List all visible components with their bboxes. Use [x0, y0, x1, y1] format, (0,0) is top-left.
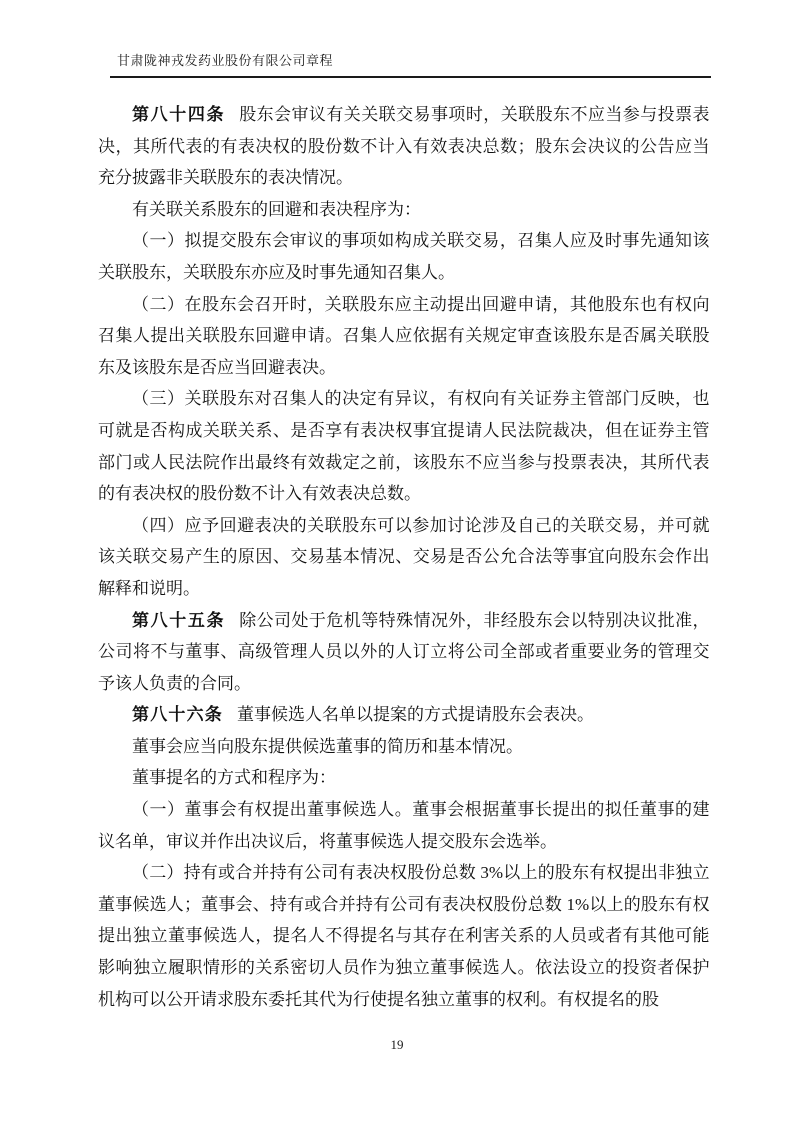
paragraph-text: 股东会审议有关关联交易事项时，关联股东不应当参与投票表决，其所代表的有表决权的股份数不计入有效表决总数；股东会决议的公告应当充分披露非关联股东的表决情况。	[98, 105, 710, 188]
paragraph-text: （四）应予回避表决的关联股东可以参加讨论涉及自己的关联交易，并可就该关联交易产生的原因、交易基本情况、交易是否公允合法等事宜向股东会作出解释和说明。	[98, 515, 710, 598]
document-title: 甘肃陇神戎发药业股份有限公司章程	[117, 53, 334, 68]
paragraph-avoidance-item-4	[98, 510, 710, 605]
paragraph-text: 董事候选人名单以提案的方式提请股东会表决。	[237, 705, 594, 725]
paragraph-board-provide-resume	[98, 731, 710, 763]
page-footer	[0, 1036, 794, 1054]
page-number: 19	[390, 1037, 404, 1052]
paragraph-text: （二）在股东会召开时，关联股东应主动提出回避申请，其他股东也有权向召集人提出关联股东回避申请。召集人应依据有关规定审查该股东是否属关联股东及该股东是否应当回避表决。	[98, 294, 710, 377]
article-number-85: 第八十五条	[132, 610, 226, 630]
article-number-86: 第八十六条	[132, 705, 223, 725]
paragraph-nomination-item-1	[98, 794, 710, 857]
paragraph-avoidance-procedure-intro	[98, 194, 710, 226]
paragraph-text: （一）拟提交股东会审议的事项如构成关联交易，召集人应及时事先通知该关联股东，关联股东亦应及时事先通知召集人。	[98, 231, 710, 282]
paragraph-article-84	[98, 99, 710, 194]
paragraph-text: （三）关联股东对召集人的决定有异议，有权向有关证券主管部门反映，也可就是否构成关联关系、是否享有表决权事宜提请人民法院裁决，但在证券主管部门或人民法院作出最终有效裁定之前，该股东不应当参与投票表决，其所代表的有表决权的股份数不计入有效表决总数。	[98, 389, 710, 504]
paragraph-avoidance-item-1	[98, 225, 710, 288]
paragraph-avoidance-item-2	[98, 289, 710, 384]
paragraph-avoidance-item-3	[98, 383, 710, 509]
paragraph-nomination-item-2	[98, 857, 710, 1015]
paragraph-text: （二）持有或合并持有公司有表决权股份总数 3%以上的股东有权提出非独立董事候选人；董事会、持有或合并持有公司有表决权股份总数 1%以上的股东有权提出独立董事候选人，提名人不得提名与其存在利害关系的人员或者有其他可能影响独立履职情形的关系密切人员作为独立董事候选人。依法设立的投资者保护机构可以公开请求股东委托其代为行使提名独立董事的权利。有权提名的股	[98, 863, 710, 1009]
paragraph-nomination-procedure-intro	[98, 762, 710, 794]
page-header	[110, 50, 711, 78]
paragraph-text: 董事会应当向股东提供候选董事的简历和基本情况。	[132, 736, 523, 756]
paragraph-article-85	[98, 605, 710, 700]
paragraph-article-86	[98, 699, 710, 731]
paragraph-text: 除公司处于危机等特殊情况外，非经股东会以特别决议批准，公司将不与董事、高级管理人员以外的人订立将公司全部或者重要业务的管理交予该人负责的合同。	[98, 610, 710, 693]
paragraph-text: 有关联关系股东的回避和表决程序为：	[132, 199, 421, 219]
article-number-84: 第八十四条	[132, 105, 226, 124]
paragraph-text: （一）董事会有权提出董事候选人。董事会根据董事长提出的拟任董事的建议名单，审议并作出决议后，将董事候选人提交股东会选举。	[98, 800, 710, 851]
paragraph-text: 董事提名的方式和程序为：	[132, 768, 336, 788]
document-body	[98, 99, 710, 1015]
